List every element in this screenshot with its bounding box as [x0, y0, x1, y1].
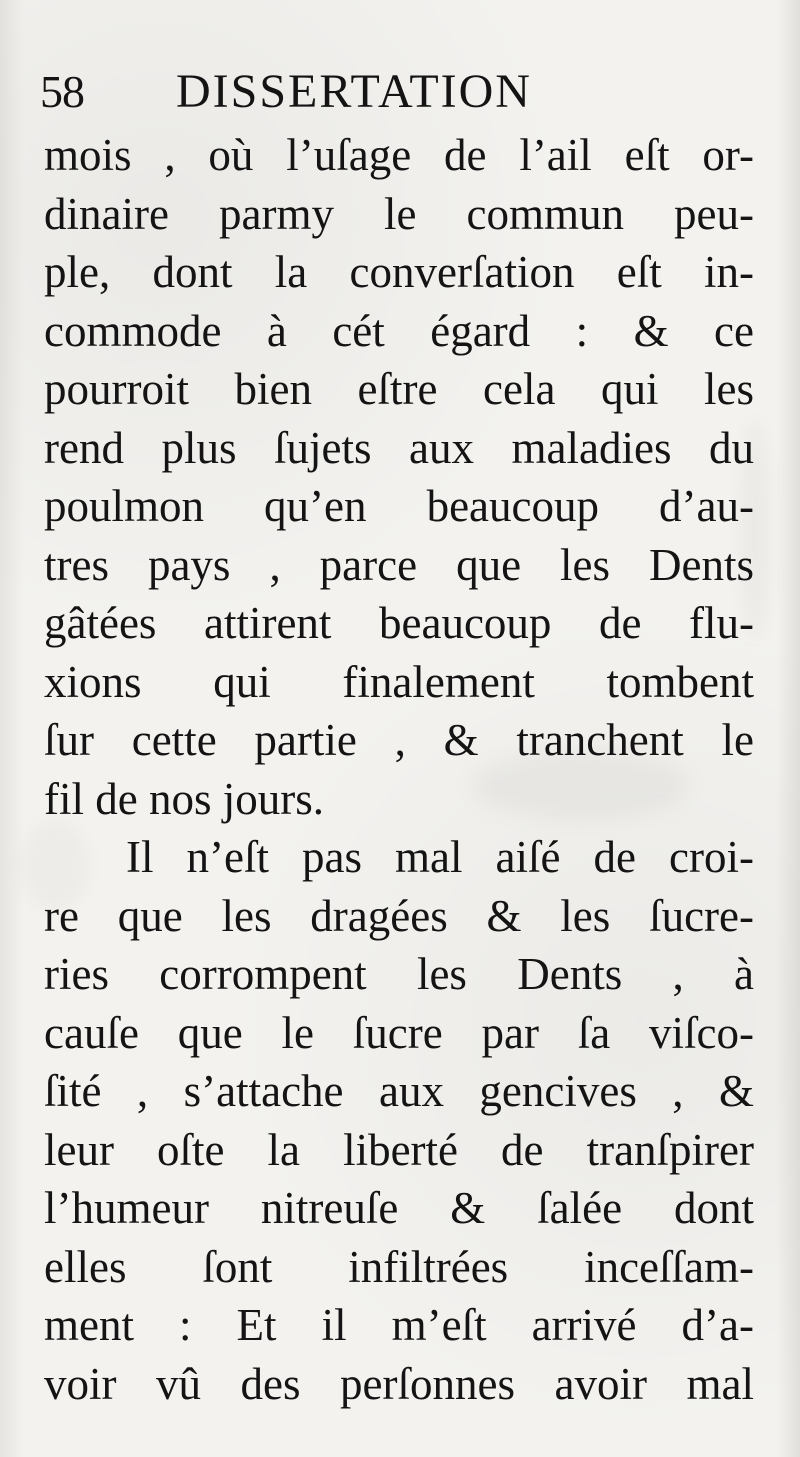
body-text: [44, 126, 754, 1413]
text-line: voir vû des perſonnes avoir mal: [44, 1358, 754, 1409]
text-line: pourroit bien eſtre cela qui les: [44, 364, 754, 414]
text-line: poulmon qu’en beaucoup d’au-: [44, 481, 754, 531]
text-line: Il n’eſt pas mal aiſé de croi-: [126, 832, 754, 882]
text-line: ſur cette partie , & tranchent le: [44, 715, 754, 765]
text-line: tres pays , parce que les Dents: [44, 539, 754, 590]
running-head: DISSERTATION: [176, 65, 532, 118]
text-line: fil de nos jours.: [44, 773, 324, 824]
text-line: l’humeur nitreuſe & ſalée dont: [44, 1183, 754, 1233]
text-line: ries corrompent les Dents , à: [44, 949, 754, 999]
text-line: gâtées attirent beaucoup de flu-: [44, 598, 754, 648]
text-line: elles ſont infiltrées inceſſam-: [44, 1241, 754, 1292]
text-line: xions qui finalement tombent: [44, 656, 754, 707]
text-line: rend plus ſujets aux maladies du: [44, 422, 754, 473]
text-line: cauſe que le ſucre par ſa viſco-: [44, 1007, 754, 1058]
text-line: leur oſte la liberté de tranſpirer: [44, 1124, 754, 1175]
page-header: [40, 65, 660, 130]
text-line: re que les dragées & les ſucre-: [44, 890, 754, 941]
text-line: dinaire parmy le commun peu-: [44, 188, 754, 239]
text-line: commode à cét égard : & ce: [44, 305, 754, 356]
text-line: ſité , s’attache aux gencives , &: [44, 1066, 754, 1116]
text-line: ple, dont la converſation eſt in-: [44, 247, 754, 297]
page-number: 58: [40, 66, 84, 117]
text-line: mois , où l’uſage de l’ail eſt or-: [44, 130, 754, 180]
text-line: ment : Et il m’eſt arrivé d’a-: [44, 1300, 754, 1350]
